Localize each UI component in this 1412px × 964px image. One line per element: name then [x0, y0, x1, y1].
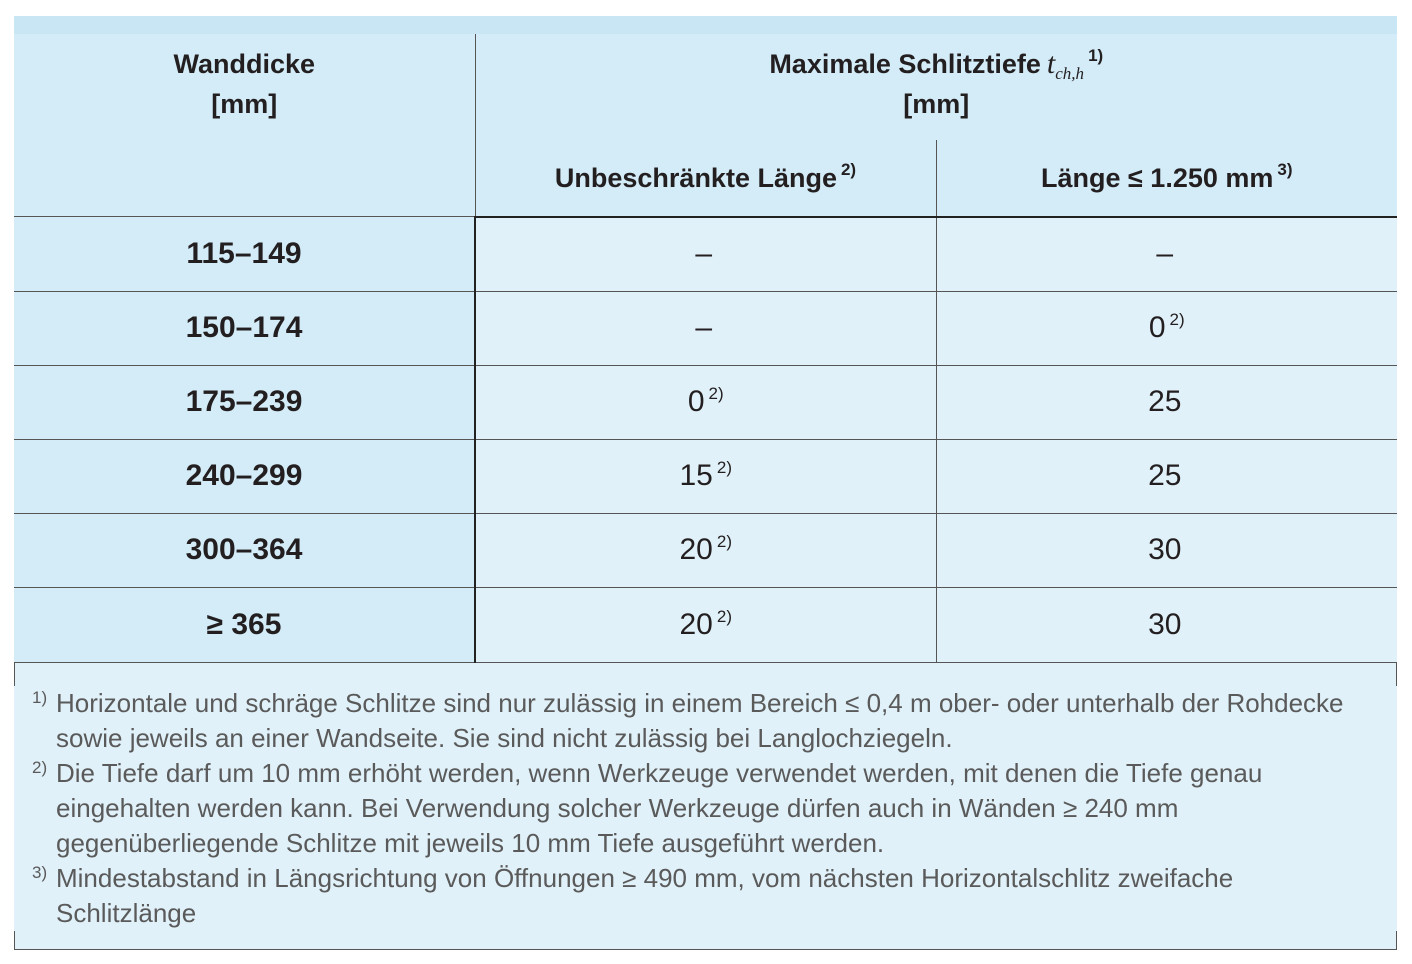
footnote-number: 2): [32, 758, 48, 777]
cell-unlimited: 20 $^{2)}$: [475, 587, 936, 662]
footnote-text: Horizontale und schräge Schlitze sind nur zulässig in einem Bereich ≤ 0,4 m ober- oder unterhalb der Rohdecke sowie jeweils an einer Wandseite. Sie sind nicht zulässig bei Langlochziegeln.: [56, 688, 1344, 753]
footnote-number: 1): [32, 688, 48, 707]
header-wall-thickness: [14, 34, 475, 217]
table-row: [14, 365, 1397, 439]
symbol-tchh: $t_{ch,h}$: [1046, 47, 1085, 83]
cell-limited: 0 $^{2)}$: [936, 291, 1397, 365]
cell-unlimited: –: [475, 291, 936, 365]
table-row: [14, 217, 1397, 292]
footnote-text: Mindestabstand in Längsrichtung von Öffnungen ≥ 490 mm, vom nächsten Horizontalschlitz zweifache Schlitzlänge: [56, 863, 1234, 928]
table-row: [14, 513, 1397, 587]
footnotes: [14, 686, 1397, 931]
footnote-2: [14, 756, 1367, 861]
cell-unlimited: –: [475, 217, 936, 292]
table-row: [14, 291, 1397, 365]
cell-unlimited: 15 $^{2)}$: [475, 439, 936, 513]
top-color-bar: [14, 16, 1397, 34]
header-unlimited-length: Unbeschränkte Länge $^{2)}$: [475, 140, 936, 217]
cell-thickness: ≥ 365: [14, 587, 475, 662]
header-wall-thickness-unit: [mm]: [211, 89, 278, 119]
footnote-number: 3): [32, 863, 48, 882]
cell-unlimited: 0 $^{2)}$: [475, 365, 936, 439]
footnote-ref-1: 1): [1088, 46, 1104, 65]
cell-thickness: 175–239: [14, 365, 475, 439]
table-row: [14, 587, 1397, 662]
cell-limited: 30: [936, 587, 1397, 662]
cell-limited: 25: [936, 365, 1397, 439]
slot-depth-table: [14, 34, 1397, 663]
cell-thickness: 115–149: [14, 217, 475, 292]
cell-thickness: 240–299: [14, 439, 475, 513]
cell-thickness: 300–364: [14, 513, 475, 587]
header-max-slot-depth: [475, 34, 1397, 140]
cell-limited: 25: [936, 439, 1397, 513]
footnote-text: Die Tiefe darf um 10 mm erhöht werden, wenn Werkzeuge verwendet werden, mit denen die Tiefe genau eingehalten werden kann. Bei Verwendung solcher Werkzeuge dürfen auch in Wänden ≥ 240 mm gegenüberliegende Schlitze mit jeweils 10 mm Tiefe ausgeführt werden.: [56, 758, 1263, 858]
footnote-1: [14, 686, 1367, 756]
header-limited-length: Länge ≤ 1.250 mm $^{3)}$: [936, 140, 1397, 217]
cell-unlimited: 20 $^{2)}$: [475, 513, 936, 587]
table-row: [14, 439, 1397, 513]
cell-limited: –: [936, 217, 1397, 292]
cell-limited: 30: [936, 513, 1397, 587]
header-max-slot-depth-unit: [mm]: [903, 89, 970, 119]
header-wall-thickness-label: Wanddicke: [173, 49, 316, 79]
header-max-slot-depth-label: Maximale Schlitztiefe: [769, 49, 1041, 79]
footnote-3: [14, 861, 1367, 931]
cell-thickness: 150–174: [14, 291, 475, 365]
